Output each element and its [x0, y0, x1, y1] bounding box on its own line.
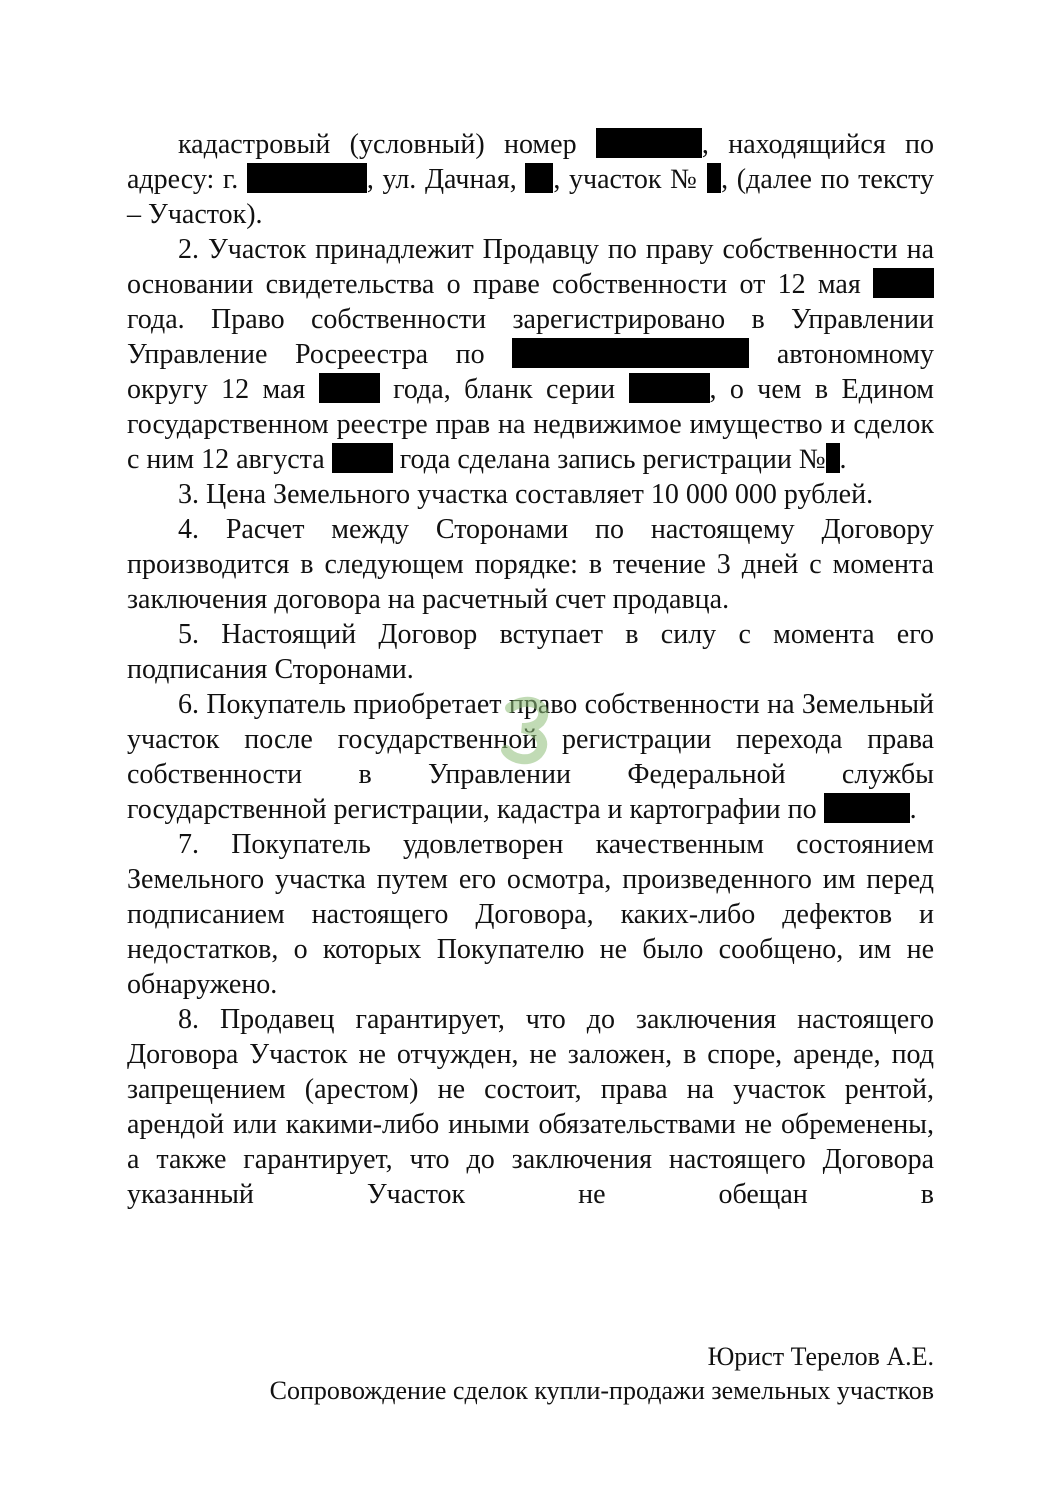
redaction-block — [319, 373, 380, 403]
redaction-block — [525, 163, 553, 193]
clause-7: 7. Покупатель удовлетворен качественным состоянием Земельного участка путем его осмотра, произведенного им перед подписанием настоящего Договора, каких-либо дефектов и недостатков, о которых Покупателю не было сообщено, им не обнаружено. — [127, 829, 934, 1000]
redaction-block — [824, 793, 910, 823]
redaction-block — [826, 443, 840, 473]
clause-4: 4. Расчет между Сторонами по настоящему Договору производится в следующем порядке: в течение 3 дней с момента заключения договора на расчетный счет продавца. — [127, 514, 934, 615]
watermark-logo-icon — [488, 688, 568, 768]
redaction-block — [707, 163, 721, 193]
clause-2: 2. Участок принадлежит Продавцу по праву собственности на основании свидетельства о праве собственности от 12 мая года. Право собственности зарегистрировано в Управлении Управление Росреестра по автономному округу 12 мая года, бланк серии , о чем в Едином государственном реестре прав на недвижимое имущество и сделок с ним 12 августа года сделана запись регистрации № . — [127, 234, 934, 475]
redaction-block — [596, 128, 702, 158]
redaction-block — [873, 268, 934, 298]
footer-service: Сопровождение сделок купли-продажи земельных участков — [269, 1376, 934, 1405]
document-body — [127, 127, 934, 1212]
footer-author: Юрист Терелов А.Е. — [707, 1342, 934, 1371]
redaction-block — [247, 163, 367, 193]
clause-3: 3. Цена Земельного участка составляет 10 000 000 рублей. — [178, 479, 874, 510]
clause-5: 5. Настоящий Договор вступает в силу с момента его подписания Сторонами. — [127, 619, 934, 685]
redaction-block — [332, 443, 393, 473]
redaction-block — [512, 338, 749, 368]
clause-6: 6. Покупатель приобретает право собственности на Земельный участок после государственной регистрации перехода права собственности в Управлении Федеральной службы государственной регистрации, кадастра и картографии по . — [127, 689, 934, 825]
clause-8: 8. Продавец гарантирует, что до заключения настоящего Договора Участок не отчужден, не заложен, в споре, аренде, под запрещением (арестом) не состоит, права на участок рентой, арендой или какими-либо иными обязательствами не обременены, а также гарантирует, что до заключения настоящего Договора указанный Участок не обещан в — [127, 1004, 934, 1210]
intro-paragraph: кадастровый (условный) номер , находящийся по адресу: г. , ул. Дачная, , участок № , (далее по тексту – Участок). — [127, 129, 935, 230]
redaction-block — [629, 373, 710, 403]
